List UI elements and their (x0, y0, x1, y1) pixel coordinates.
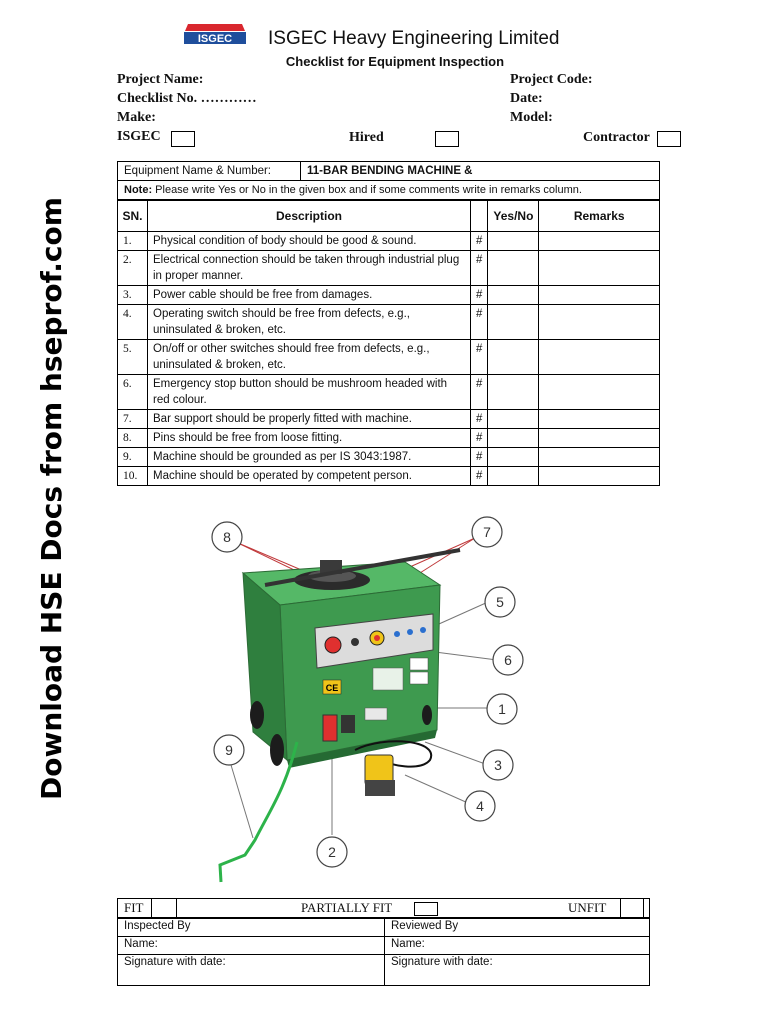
table-row (118, 429, 660, 448)
yes-no-cell[interactable] (488, 305, 539, 340)
row-sn: 10. (118, 467, 148, 486)
yes-no-cell[interactable] (488, 448, 539, 467)
row-mark: # (471, 340, 488, 375)
fitness-status-row (117, 898, 650, 918)
yes-no-cell[interactable] (488, 375, 539, 410)
table-row (118, 305, 660, 340)
row-description: Machine should be grounded as per IS 3043:1987. (148, 448, 471, 467)
row-mark: # (471, 375, 488, 410)
table-row (118, 375, 660, 410)
yes-no-cell[interactable] (488, 467, 539, 486)
header-sn: SN. (118, 201, 148, 232)
inspected-by-label: Inspected By (118, 919, 385, 937)
equipment-table (117, 161, 660, 200)
row-mark: # (471, 410, 488, 429)
bar-bending-machine-diagram (205, 510, 545, 885)
unfit-checkbox[interactable] (620, 899, 644, 917)
checklist-header-row (118, 201, 660, 232)
note-label: Note: (124, 184, 153, 196)
callout-1: 1 (498, 701, 506, 717)
row-mark: # (471, 286, 488, 305)
row-sn: 3. (118, 286, 148, 305)
callout-3: 3 (494, 757, 502, 773)
row-mark: # (471, 429, 488, 448)
row-sn: 2. (118, 251, 148, 286)
remarks-cell[interactable] (539, 340, 660, 375)
remarks-cell[interactable] (539, 410, 660, 429)
date-label: Date: (510, 91, 543, 106)
callout-5: 5 (496, 594, 504, 610)
callout-8: 8 (223, 529, 231, 545)
row-sn: 9. (118, 448, 148, 467)
project-name-label: Project Name: (117, 72, 204, 87)
row-description: Operating switch should be free from defects, e.g., uninsulated & broken, etc. (148, 305, 471, 340)
table-row (118, 286, 660, 305)
remarks-cell[interactable] (539, 286, 660, 305)
row-mark: # (471, 232, 488, 251)
yes-no-cell[interactable] (488, 251, 539, 286)
equipment-value[interactable]: 11-BAR BENDING MACHINE & (301, 162, 660, 181)
row-sn: 5. (118, 340, 148, 375)
header-remarks: Remarks (539, 201, 660, 232)
company-name: ISGEC Heavy Engineering Limited (268, 28, 560, 49)
yes-no-cell[interactable] (488, 410, 539, 429)
header-mark (471, 201, 488, 232)
reviewed-by-label: Reviewed By (385, 919, 650, 937)
project-code-label: Project Code: (510, 72, 593, 87)
row-mark: # (471, 448, 488, 467)
remarks-cell[interactable] (539, 251, 660, 286)
header-yes-no: Yes/No (488, 201, 539, 232)
row-sn: 8. (118, 429, 148, 448)
table-row (118, 467, 660, 486)
row-description: Physical condition of body should be good & sound. (148, 232, 471, 251)
reviewer-name-field[interactable]: Name: (385, 937, 650, 955)
yes-no-cell[interactable] (488, 232, 539, 251)
remarks-cell[interactable] (539, 375, 660, 410)
unfit-label: UNFIT (568, 900, 607, 915)
remarks-cell[interactable] (539, 448, 660, 467)
row-sn: 1. (118, 232, 148, 251)
form-title: Checklist for Equipment Inspection (285, 54, 505, 69)
sign-off-table (117, 918, 650, 986)
yes-no-cell[interactable] (488, 340, 539, 375)
callout-6: 6 (504, 652, 512, 668)
table-row (118, 448, 660, 467)
side-banner: Download HSE Docs from hseprof.com (35, 197, 68, 800)
table-row (118, 251, 660, 286)
yes-no-cell[interactable] (488, 286, 539, 305)
company-logo (182, 22, 248, 48)
inspector-name-field[interactable]: Name: (118, 937, 385, 955)
table-row (118, 340, 660, 375)
row-sn: 7. (118, 410, 148, 429)
hired-option-label: Hired (349, 130, 384, 145)
remarks-cell[interactable] (539, 467, 660, 486)
note-row (118, 181, 660, 200)
ce-mark: CE (325, 683, 339, 693)
remarks-cell[interactable] (539, 429, 660, 448)
partially-fit-checkbox[interactable] (414, 902, 438, 916)
remarks-cell[interactable] (539, 232, 660, 251)
row-description: Electrical connection should be taken through industrial plug in proper manner. (148, 251, 471, 286)
yes-no-cell[interactable] (488, 429, 539, 448)
isgec-option-label: ISGEC (117, 129, 161, 144)
row-mark: # (471, 251, 488, 286)
remarks-cell[interactable] (539, 305, 660, 340)
row-description: Machine should be operated by competent person. (148, 467, 471, 486)
callout-9: 9 (225, 742, 233, 758)
partially-fit-label: PARTIALLY FIT (301, 900, 393, 915)
row-sn: 4. (118, 305, 148, 340)
isgec-checkbox[interactable] (171, 131, 195, 147)
callout-2: 2 (328, 844, 336, 860)
checklist-no-label: Checklist No. ………… (117, 91, 257, 106)
row-description: Emergency stop button should be mushroom headed with red colour. (148, 375, 471, 410)
hired-checkbox[interactable] (435, 131, 459, 147)
inspector-signature-field[interactable]: Signature with date: (118, 955, 385, 986)
note-text: Please write Yes or No in the given box and if some comments write in remarks column. (152, 184, 582, 196)
row-sn: 6. (118, 375, 148, 410)
contractor-checkbox[interactable] (657, 131, 681, 147)
callout-7: 7 (483, 524, 491, 540)
header-description: Description (148, 201, 471, 232)
checklist-table (117, 200, 660, 486)
make-label: Make: (117, 110, 156, 125)
reviewer-signature-field[interactable]: Signature with date: (385, 955, 650, 986)
fit-label: FIT (124, 900, 144, 915)
row-description: On/off or other switches should free from defects, e.g., uninsulated & broken, etc. (148, 340, 471, 375)
row-mark: # (471, 305, 488, 340)
logo-text: ISGEC (197, 33, 233, 45)
row-description: Power cable should be free from damages. (148, 286, 471, 305)
row-description: Bar support should be properly fitted with machine. (148, 410, 471, 429)
equipment-label: Equipment Name & Number: (118, 162, 301, 181)
table-row (118, 232, 660, 251)
callout-4: 4 (476, 798, 484, 814)
table-row (118, 410, 660, 429)
contractor-option-label: Contractor (583, 130, 650, 145)
row-description: Pins should be free from loose fitting. (148, 429, 471, 448)
fit-checkbox[interactable] (151, 899, 177, 917)
row-mark: # (471, 467, 488, 486)
model-label: Model: (510, 110, 553, 125)
